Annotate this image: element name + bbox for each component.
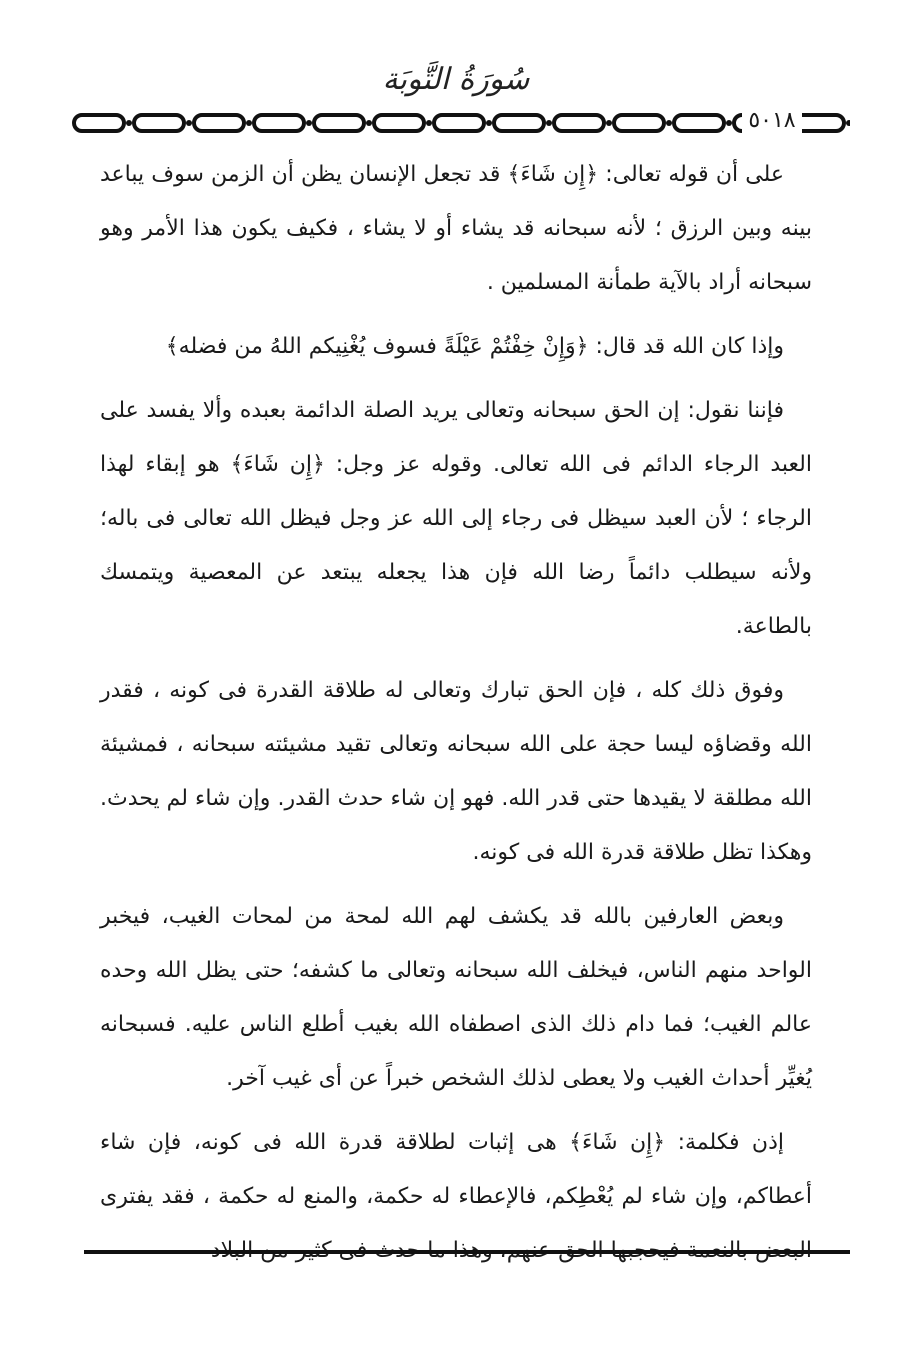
ornament-link: [134, 115, 184, 131]
ornament-dot: [126, 120, 132, 126]
ornament-link: [314, 115, 364, 131]
ornament-dot: [546, 120, 552, 126]
ornament-link: [194, 115, 244, 131]
ornament-dot: [486, 120, 492, 126]
ornament-dot: [606, 120, 612, 126]
paragraph-1: على أن قوله تعالى: ﴿إِن شَاءَ﴾ قد تجعل الإنسان يظن أن الزمن سوف يباعد بينه وبين الرزق ؛ لأنه سبحانه قد يشاء أو لا يشاء ، فكيف يكون هذا الأمر وهو سبحانه أراد بالآية طمأنة المسلمين .: [100, 162, 812, 295]
paragraph-5: وبعض العارفين بالله قد يكشف لهم الله لمحة من لمحات الغيب، فيخبر الواحد منهم الناس، فيخلف الله سبحانه وتعالى ما كشفه؛ حتى يظل الله وحده عالم الغيب؛ فما دام ذلك الذى اصطفاه الله بغيب أطلع الناس عليه. فسبحانه يُغيِّر أحداث الغيب ولا يعطى لذلك الشخص خبراً عن أى غيب آخر.: [100, 904, 812, 1091]
ornament-dot: [186, 120, 192, 126]
page-body: [100, 148, 812, 1278]
header-ornament-border: [70, 108, 850, 138]
ornament-dot: [666, 120, 672, 126]
paragraph-6: إذن فكلمة: ﴿إِن شَاءَ﴾ هى إثبات لطلاقة قدرة الله فى كونه، فإن شاء أعطاكم، وإن شاء لم يُعْطِكم، فالإعطاء له حكمة، والمنع له حكمة ، فقد يفترى: [100, 1130, 812, 1209]
paragraph-3: فإننا نقول: إن الحق سبحانه وتعالى يريد الصلة الدائمة بعبده وألا يفسد على العبد الرجاء الدائم فى الله تعالى. وقوله عز وجل: ﴿إِن شَاءَ﴾ هو إبقاء لهذا الرجاء ؛ لأن العبد سيظل فى رجاء إلى الله عز وجل فيظل الله تعالى فى باله؛ ولأنه سيطلب دائماً رضا الله فإن هذا يجعله يبتعد عن المعصية ويتمسك بالطاعة.: [100, 398, 812, 639]
ornament-link: [674, 115, 724, 131]
paragraph-4: وفوق ذلك كله ، فإن الحق تبارك وتعالى له طلاقة القدرة فى كونه ، فقدر الله وقضاؤه ليسا حجة على الله سبحانه وتعالى تقيد مشيئته سبحانه ، فمشيئة الله مطلقة لا يقيدها حتى قدر الله. فهو إن شاء حدث القدر. وإن شاء لم يحدث. وهكذا تظل طلاقة قدرة الله فى كونه.: [100, 678, 812, 865]
ornament-dot: [846, 120, 850, 126]
ornament-dot: [726, 120, 732, 126]
page-number: ٥٠١٨: [742, 106, 802, 136]
surah-title: سُورَةُ التَّوبَة: [382, 62, 530, 97]
ornament-chain: [70, 108, 850, 138]
ornament-dot: [366, 120, 372, 126]
footer-rule: [84, 1250, 850, 1254]
ornament-dot: [426, 120, 432, 126]
ornament-link: [374, 115, 424, 131]
ornament-link: [74, 115, 124, 131]
ornament-link: [614, 115, 664, 131]
ornament-link: [554, 115, 604, 131]
ornament-link: [254, 115, 304, 131]
paragraph-2: وإذا كان الله قد قال: ﴿وَإِنْ خِفْتُمْ عَيْلَةً فسوف يُغْنِيكم اللهُ من فضله﴾: [165, 334, 784, 359]
ornament-dot: [246, 120, 252, 126]
ornament-link: [494, 115, 544, 131]
ornament-link: [434, 115, 484, 131]
ornament-dot: [306, 120, 312, 126]
